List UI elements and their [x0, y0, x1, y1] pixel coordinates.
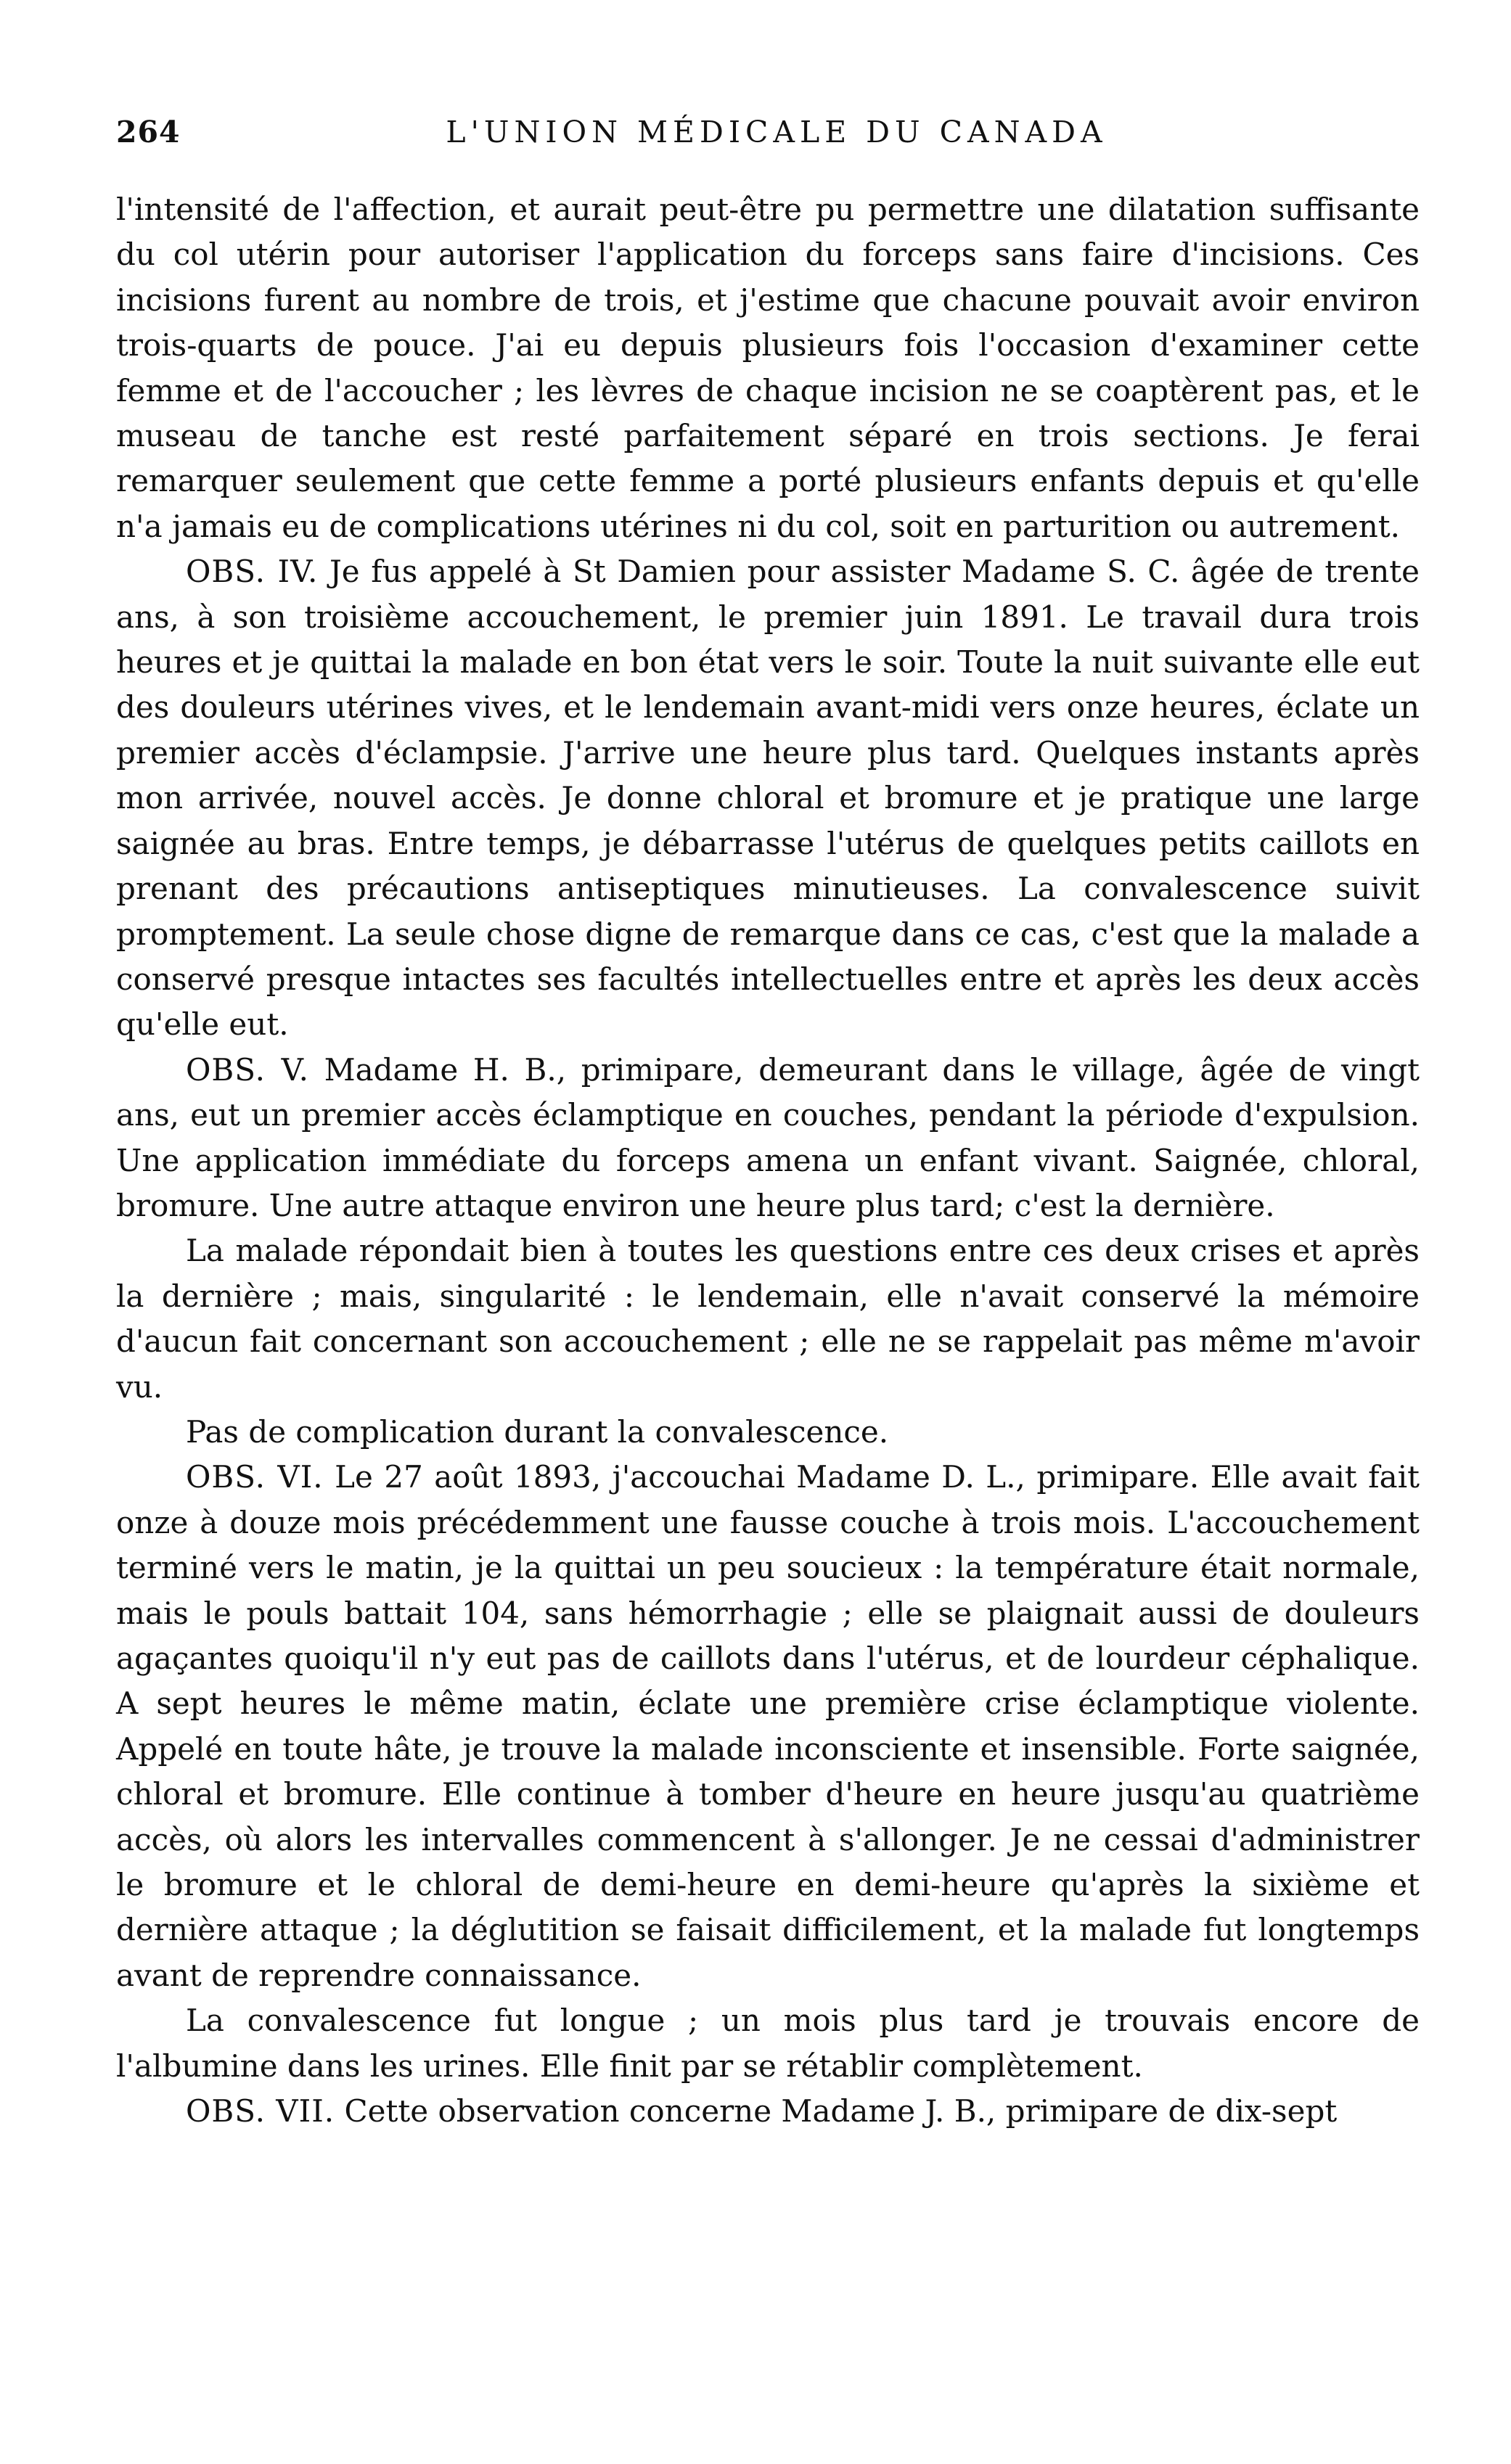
paragraph-text: l'intensité de l'affection, et aurait peut-être pu permettre une dilatation suffisante du col utérin pour autoriser l'application du forceps sans faire d'incisions. Ces incisions furent au nombre de trois, et j'estime que chacune pouvait avoir environ trois-quarts de pouce. J'ai eu depuis plusieurs fois l'occasion d'examiner cette femme et de l'accoucher ; les lèvres de chaque incision ne se coaptèrent pas, et le museau de tanche est resté parfaitement séparé en trois sections. Je ferai remarquer seulement que cette femme a porté plusieurs enfants depuis et qu'elle n'a jamais eu de complications utérines ni du col, soit en parturition ou autrement. [116, 192, 1420, 544]
paragraph-text: Je fus appelé à St Damien pour assister Madame S. C. âgée de trente ans, à son troisième accouchement, le premier juin 1891. Le travail dura trois heures et je quittai la malade en bon état vers le soir. Toute la nuit suivante elle eut des douleurs utérines vives, et le lendemain avant-midi vers onze heures, éclate un premier accès d'éclampsie. J'arrive une heure plus tard. Quelques instants après mon arrivée, nouvel accès. Je donne chloral et bromure et je pratique une large saignée au bras. Entre temps, je débarrasse l'utérus de quelques petits caillots en prenant des précautions antiseptiques minutieuses. La convalescence suivit promptement. La seule chose digne de remarque dans ce cas, c'est que la malade a conservé presque intactes ses facultés intellectuelles entre et après les deux accès qu'elle eut. [116, 554, 1420, 1043]
paragraph [116, 187, 1420, 549]
paragraph [116, 1410, 1420, 1455]
paragraph [116, 549, 1420, 1047]
paragraph-text: Madame H. B., primipare, demeurant dans le village, âgée de vingt ans, eut un premier accès éclamptique en couches, pendant la période d'expulsion. Une application immédiate du forceps amena un enfant vivant. Saignée, chloral, bromure. Une autre attaque environ une heure plus tard; c'est la dernière. [116, 1051, 1420, 1223]
paragraph [116, 2089, 1420, 2134]
paragraph-text: Le 27 août 1893, j'accouchai Madame D. L., primipare. Elle avait fait onze à douze mois précédemment une fausse couche à trois mois. L'accouchement terminé vers le matin, je la quittai un peu soucieux : la température était normale, mais le pouls battait 104, sans hémorrhagie ; elle se plaignait aussi de douleurs agaçantes quoiqu'il n'y eut pas de caillots dans l'utérus, et de lourdeur céphalique. A sept heures le même matin, éclate une première crise éclamptique violente. Appelé en toute hâte, je trouve la malade inconsciente et insensible. Forte saignée, chloral et bromure. Elle continue à tomber d'heure en heure jusqu'au quatrième accès, où alors les intervalles commencent à s'allonger. Je ne cessai d'administrer le bromure et le chloral de demi-heure en demi-heure qu'après la sixième et dernière attaque ; la déglutition se faisait difficilement, et la malade fut longtemps avant de reprendre connaissance. [116, 1459, 1420, 1993]
body-text [116, 187, 1420, 2134]
observation-label: OBS. VI. [186, 1459, 324, 1495]
page-header [116, 115, 1437, 158]
paragraph-text: La malade répondait bien à toutes les questions entre ces deux crises et après la dernière ; mais, singularité : le lendemain, elle n'avait conservé la mémoire d'aucun fait concernant son accouchement ; elle ne se rappelait pas même m'avoir vu. [116, 1233, 1420, 1405]
paragraph-text: Cette observation concerne Madame J. B., primipare de dix-sept [335, 2093, 1338, 2130]
paragraph-text: Pas de complication durant la convalescence. [186, 1413, 889, 1450]
paragraph [116, 1998, 1420, 2089]
observation-label: OBS. VII. [186, 2093, 335, 2130]
paragraph [116, 1228, 1420, 1410]
paragraph [116, 1048, 1420, 1229]
page-number: 264 [116, 115, 181, 149]
running-title: L'UNION MÉDICALE DU CANADA [446, 115, 1107, 149]
observation-label: OBS. V. [186, 1051, 309, 1088]
paragraph [116, 1455, 1420, 1998]
observation-label: OBS. IV. [186, 554, 319, 590]
paragraph-text: La convalescence fut longue ; un mois plus tard je trouvais encore de l'albumine dans les urines. Elle finit par se rétablir complètement. [116, 2003, 1420, 2084]
